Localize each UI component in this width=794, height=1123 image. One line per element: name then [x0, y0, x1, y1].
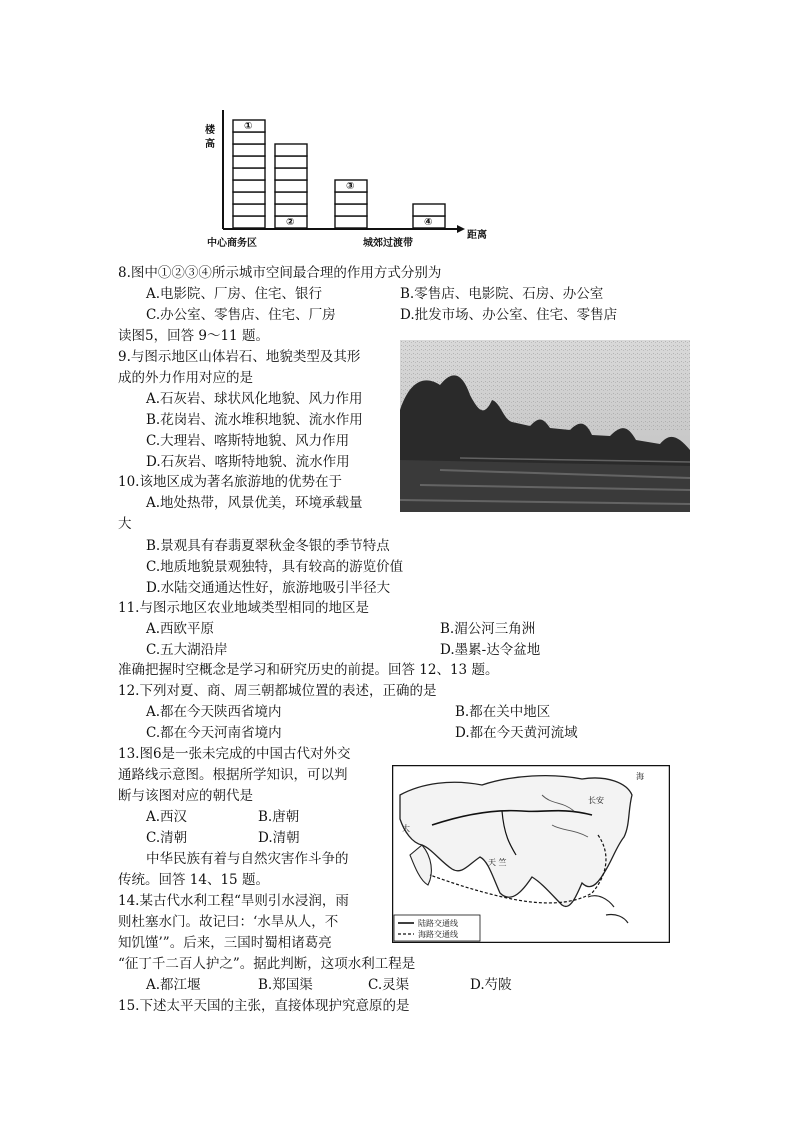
intro-12-13: 准确把握时空概念是学习和研究历史的前提。回答 12、13 题。 [118, 662, 499, 678]
y-axis-label-1: 楼 [205, 125, 215, 136]
q14-stem-line3: 知饥馑’”。后来，三国时蜀相诸葛亮 [118, 935, 332, 951]
bar-marker-3: ③ [346, 181, 355, 192]
building-floor-1 [233, 144, 265, 156]
bars-group [233, 120, 445, 228]
q11-stem: 11.与图示地区农业地域类型相同的地区是 [118, 600, 369, 616]
x-axis-arrow [457, 225, 465, 233]
q15-stem: 15.下述太平天国的主张，直接体现护究意原的是 [118, 998, 410, 1014]
q14-stem-line2: 则杜塞水门。故记曰：‘水旱从人，不 [118, 914, 339, 930]
x-axis-label: 距离 [467, 230, 487, 241]
intro-14-15-line1: 中华民族有着与自然灾害作斗争的 [146, 851, 349, 867]
map-label-da: 大 [402, 824, 410, 833]
y-axis-label-2: 高 [205, 139, 215, 150]
q9-option-c: C.大理岩、喀斯特地貌、风力作用 [146, 433, 350, 449]
q14-option-a: A.都江堰 [146, 977, 201, 993]
q13-stem-line2: 通路线示意图。根据所学知识，可以判 [118, 767, 348, 783]
q11-option-c: C.五大湖沿岸 [146, 642, 228, 658]
bar-marker-4: ④ [424, 217, 433, 228]
q12-option-a: A.都在今天陕西省境内 [146, 704, 282, 720]
q13-stem-line1: 13.图6是一张未完成的中国古代对外交 [118, 746, 351, 762]
q10-option-c: C.地质地貌景观独特，具有较高的游览价值 [146, 559, 404, 575]
building-floor-1 [233, 168, 265, 180]
q14-option-b: B.郑国渠 [258, 977, 313, 993]
q8-option-c: C.办公室、零售店、住宅、厂房 [146, 307, 336, 323]
q12-option-d: D.都在今天黄河流域 [455, 725, 578, 741]
building-floor-2 [275, 144, 307, 156]
q9-option-d: D.石灰岩、喀斯特地貌、流水作用 [146, 454, 350, 470]
building-floor-3 [335, 192, 367, 204]
q9-option-a: A.石灰岩、球状风化地貌、风力作用 [146, 391, 363, 407]
legend-sea-label: 海路交通线 [418, 930, 458, 939]
q12-stem: 12.下列对夏、商、周三朝都城位置的表述，正确的是 [118, 683, 437, 699]
q13-option-b: B.唐朝 [258, 809, 300, 825]
q9-option-b: B.花岗岩、流水堆积地貌、流水作用 [146, 412, 363, 428]
q14-stem-line4: “征丁千二百人护之”。据此判断，这项水利工程是 [118, 956, 416, 972]
q13-option-d: D.清朝 [258, 830, 300, 846]
fringe-label: 城郊过渡带 [363, 238, 413, 249]
building-floor-3 [335, 216, 367, 228]
building-floor-3 [335, 204, 367, 216]
karst-landscape-photo [400, 340, 690, 512]
q12-option-b: B.都在关中地区 [455, 704, 551, 720]
q8-option-a: A.电影院、厂房、住宅、银行 [146, 286, 323, 302]
ancient-trade-route-map [392, 765, 670, 943]
building-floor-4 [413, 204, 445, 216]
q8-option-d: D.批发市场、办公室、住宅、零售店 [400, 307, 618, 323]
building-floor-1 [233, 192, 265, 204]
bar-marker-1: ① [244, 121, 253, 132]
q11-option-b: B.湄公河三角洲 [440, 621, 536, 637]
map-label-sea: 海 [636, 772, 644, 781]
q10-option-a-line1: A.地处热带，风景优美，环境承载量 [146, 495, 363, 511]
q14-option-d: D.芍陂 [470, 977, 512, 993]
building-floor-2 [275, 192, 307, 204]
intro-14-15-line2: 传统。回答 14、15 题。 [118, 872, 269, 888]
q13-option-c: C.清朝 [146, 830, 188, 846]
q14-stem-line1: 14.某古代水利工程“旱则引水浸润，雨 [118, 893, 349, 909]
intro-9-11: 读图5，回答 9～11 题。 [118, 328, 269, 344]
cbd-label: 中心商务区 [207, 238, 257, 249]
q13-stem-line3: 断与该图对应的朝代是 [118, 788, 253, 804]
building-floor-2 [275, 168, 307, 180]
q10-option-b: B.景观具有春翡夏翠秋金冬银的季节特点 [146, 538, 390, 554]
q8-stem: 8.图中①②③④所示城市空间最合理的作用方式分别为 [118, 265, 442, 281]
map-label-changan: 长安 [588, 796, 604, 805]
building-floor-2 [275, 180, 307, 192]
q11-option-a: A.西欧平原 [146, 621, 215, 637]
q9-stem-line1: 9.与图示地区山体岩石、地貌类型及其形 [118, 349, 361, 365]
q13-option-a: A.西汉 [146, 809, 188, 825]
bar-marker-2: ② [286, 217, 295, 228]
building-floor-1 [233, 216, 265, 228]
q14-option-c: C.灵渠 [368, 977, 410, 993]
q9-stem-line2: 成的外力作用对应的是 [118, 370, 253, 386]
q8-option-b: B.零售店、电影院、石房、办公室 [400, 286, 604, 302]
q12-option-c: C.都在今天河南省境内 [146, 725, 282, 741]
building-height-chart [195, 105, 495, 255]
building-floor-1 [233, 156, 265, 168]
building-floor-2 [275, 204, 307, 216]
building-floor-1 [233, 204, 265, 216]
map-label-tianzhu: 天 竺 [488, 858, 507, 867]
building-floor-1 [233, 132, 265, 144]
building-floor-1 [233, 180, 265, 192]
legend-land-label: 陆路交通线 [418, 919, 458, 928]
q10-stem: 10.该地区成为著名旅游地的优势在于 [118, 474, 342, 490]
q11-option-d: D.墨累-达令盆地 [440, 642, 541, 658]
building-floor-2 [275, 156, 307, 168]
q10-option-a-line2: 大 [118, 516, 132, 532]
q10-option-d: D.水陆交通通达性好，旅游地吸引半径大 [146, 580, 391, 596]
